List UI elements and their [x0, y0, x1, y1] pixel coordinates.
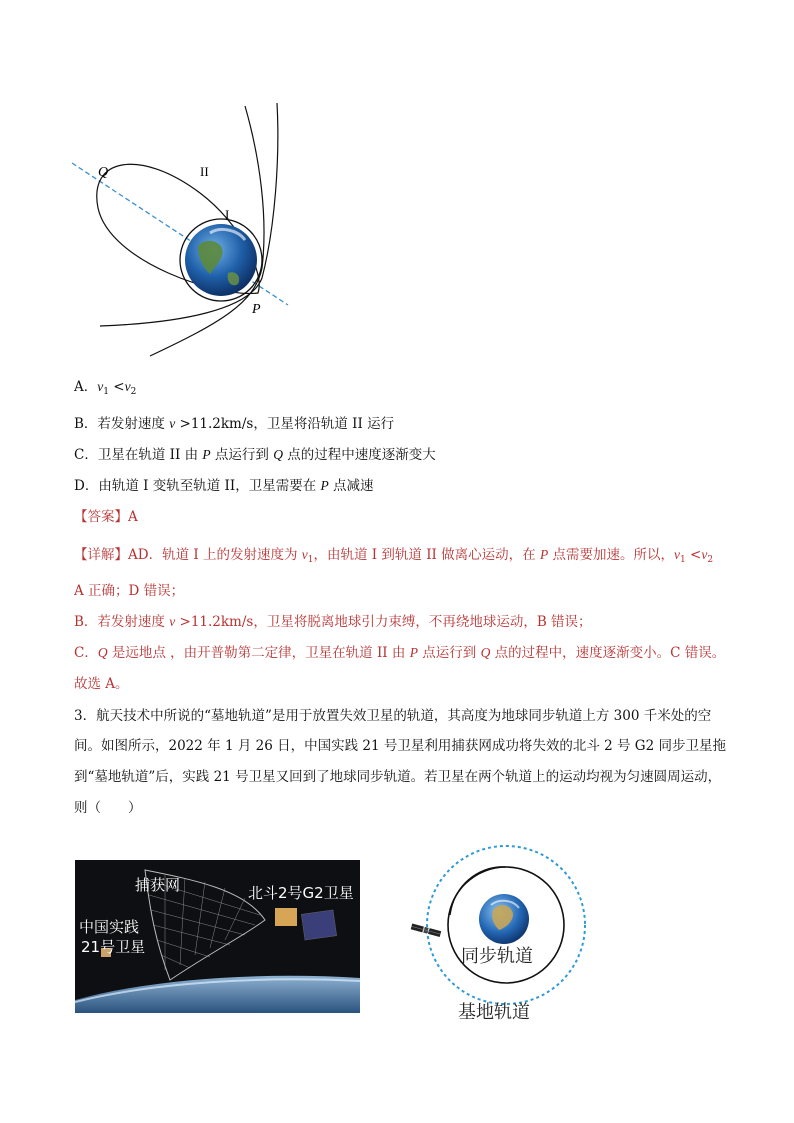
option-b: B．若发射速度 v >11.2km/s，卫星将沿轨道 II 运行: [74, 416, 395, 432]
label-II: II: [200, 164, 209, 179]
net-label: 捕获网: [135, 876, 181, 894]
escape-trajectory-2: [100, 103, 278, 326]
sj21-label-1: 中国实践: [79, 918, 140, 936]
graveyard-orbit-diagram: [395, 830, 595, 1010]
explanation-line-1: 【详解】AD．轨道 I 上的发射速度为 $v_1$，由轨道 I 到轨道 II 做离心运动，在 P 点需要加速。所以，$v_1 <v_2$: [74, 547, 714, 565]
apse-dashed-line: [72, 163, 288, 305]
graveyard-orbit-label: 基地轨道: [458, 1002, 530, 1023]
option-c: C．卫星在轨道 II 由 P 点运行到 Q 点的过程中速度逐渐变大: [74, 447, 436, 463]
orbit-diagram-figure: [70, 98, 300, 363]
capture-net-photo: [75, 860, 360, 1013]
beidou-label: 北斗2号G2卫星: [248, 884, 354, 902]
sj21-label-2: 21号卫星: [81, 938, 146, 956]
label-P: P: [252, 302, 261, 317]
option-a: A．$v_1 <v_2$: [74, 379, 137, 397]
satellite-icon: [411, 923, 442, 937]
label-I: I: [225, 207, 230, 222]
question3-line-1: 3．航天技术中所说的“墓地轨道”是用于放置失效卫星的轨道，其高度为地球同步轨道上方 300 千米处的空: [74, 708, 712, 724]
question3-line-2: 间。如图所示，2022 年 1 月 26 日，中国实践 21 号卫星利用捕获网成功将失效的北斗 2 号 G2 同步卫星拖: [74, 738, 726, 754]
explanation-line-3: B．若发射速度 v >11.2km/s，卫星将脱离地球引力束缚，不再绕地球运动，B 错误；: [74, 614, 592, 630]
earth-image: [185, 224, 257, 296]
explanation-line-4: C．Q 是远地点 ，由开普勒第二定律，卫星在轨道 II 由 P 点运行到 Q 点的过程中，速度逐渐变小。C 错误。: [74, 645, 726, 661]
label-Q: Q: [98, 165, 109, 180]
explanation-line-5: 故选 A。: [74, 676, 129, 692]
answer: 【答案】A: [74, 509, 138, 525]
sync-orbit-label: 同步轨道: [461, 946, 533, 967]
option-d: D．由轨道 I 变轨至轨道 II，卫星需要在 P 点减速: [74, 478, 374, 494]
question3-line-3: 到“墓地轨道”后，实践 21 号卫星又回到了地球同步轨道。若卫星在两个轨道上的运动均视为匀速圆周运动，: [74, 769, 722, 785]
question3-line-4: 则（ ）: [74, 800, 142, 816]
explanation-line-2: A 正确；D 错误；: [74, 583, 185, 599]
